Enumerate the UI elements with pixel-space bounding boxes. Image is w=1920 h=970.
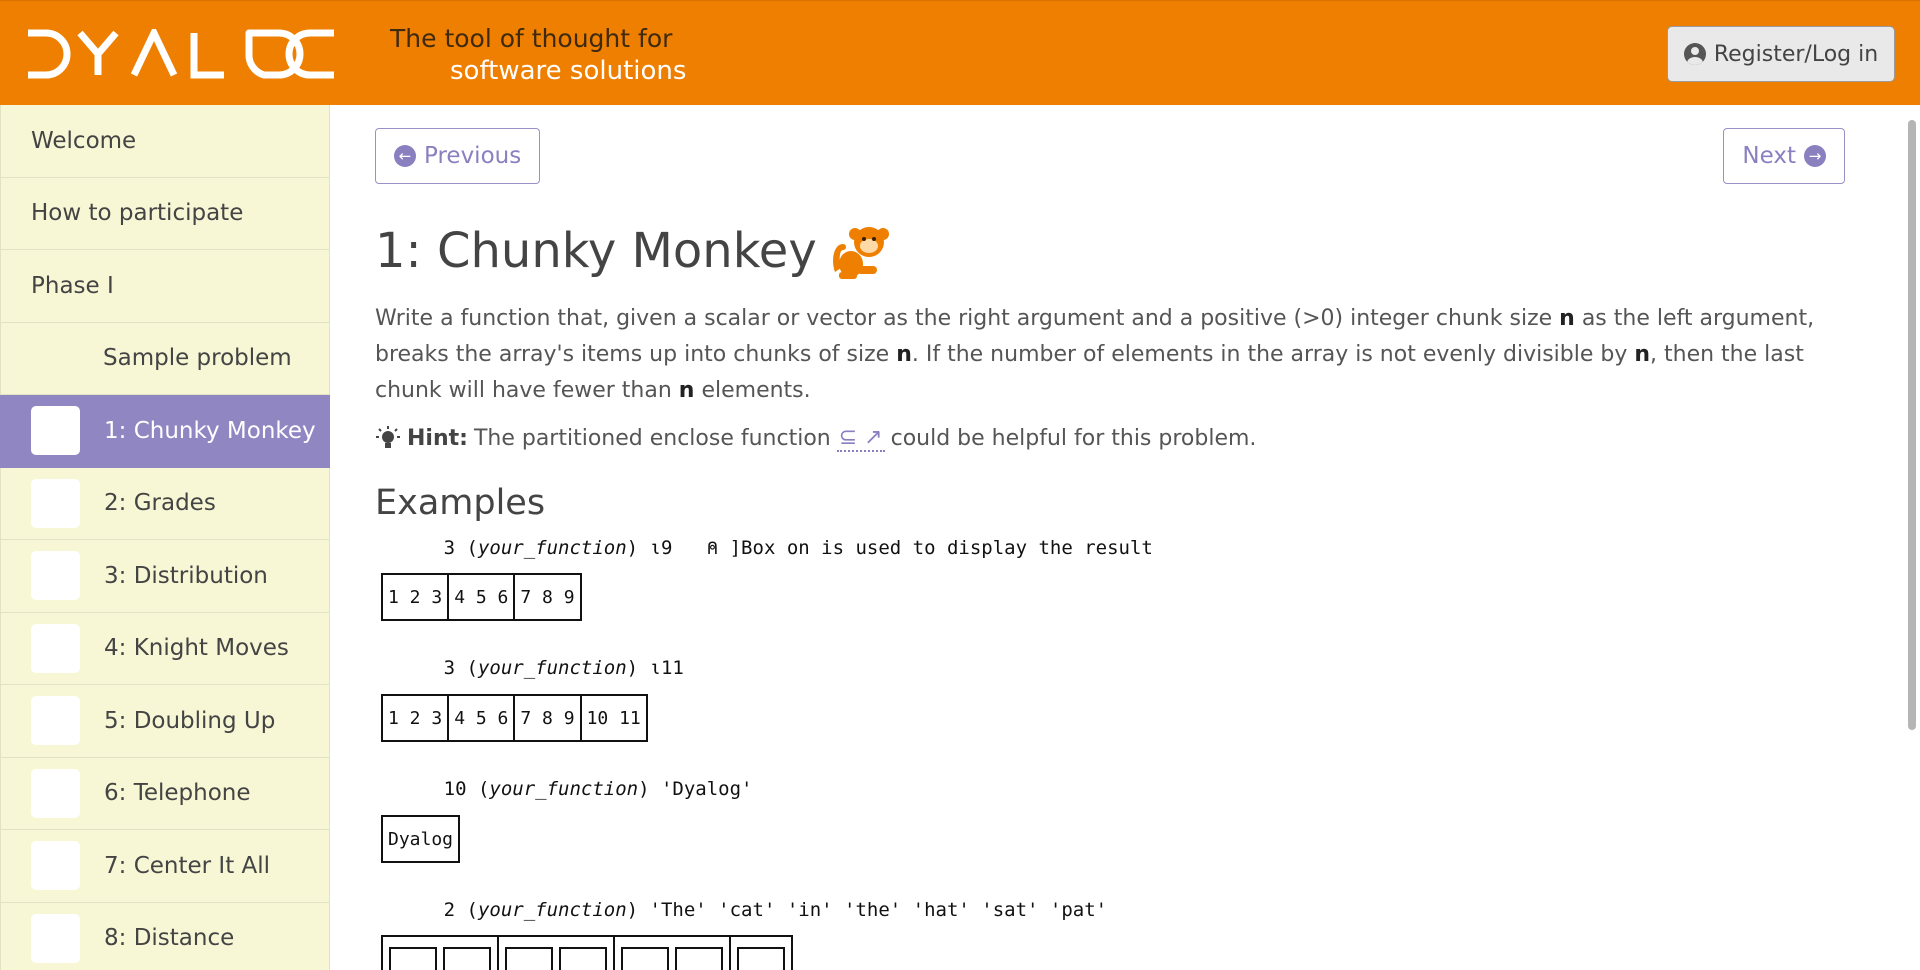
status-checkbox <box>31 914 80 963</box>
site-header <box>0 0 1920 105</box>
hint-label: Hint: <box>407 426 468 451</box>
code-part: 2 ( <box>375 899 478 921</box>
result-cell: 4 5 6 <box>449 696 515 740</box>
code-fn: your_function <box>477 657 627 679</box>
code-part: 3 ( <box>375 537 478 559</box>
example-1-result <box>381 573 582 621</box>
code-part: ) ⍳9 ⍝ ]Box on is used to display the result <box>626 537 1153 559</box>
nested-boxes <box>621 947 723 970</box>
sidebar-item-phase-1[interactable] <box>0 250 330 323</box>
external-link-icon: ↗ <box>864 425 883 450</box>
result-cell: 1 2 3 <box>383 696 449 740</box>
result-cell <box>731 937 791 970</box>
sidebar <box>0 105 330 970</box>
nested-box <box>621 947 669 970</box>
sidebar-item-label: 1: Chunky Monkey <box>104 417 316 444</box>
example-3-result <box>381 815 460 863</box>
sidebar-item-problem-3[interactable] <box>0 540 330 613</box>
tagline <box>390 23 686 87</box>
code-part: ) 'The' 'cat' 'in' 'the' 'hat' 'sat' 'pat' <box>626 899 1108 921</box>
sidebar-item-label: 6: Telephone <box>104 780 251 807</box>
result-cell <box>499 937 615 970</box>
status-checkbox <box>31 769 80 818</box>
result-cell: 10 11 <box>586 707 641 729</box>
result-cell: 1 2 3 <box>383 575 449 619</box>
sidebar-item-label: How to participate <box>31 200 244 227</box>
arrow-right-circle-icon: → <box>1804 145 1826 167</box>
next-label: Next <box>1742 143 1796 169</box>
example-4-code <box>375 899 1107 921</box>
nested-boxes <box>505 947 607 970</box>
page-scrollbar[interactable] <box>1908 120 1916 730</box>
glyph-text: ⊆ <box>838 425 858 450</box>
sidebar-item-sample-problem[interactable] <box>0 323 330 396</box>
user-circle-icon <box>1684 43 1706 65</box>
sidebar-item-label: Sample problem <box>103 345 292 372</box>
sidebar-item-label: Welcome <box>31 127 137 154</box>
status-checkbox <box>31 406 80 455</box>
sidebar-item-label: 4: Knight Moves <box>104 635 289 662</box>
sidebar-item-label: Phase I <box>31 272 114 299</box>
hint-text: The partitioned enclose function <box>473 426 831 451</box>
problem-title-text: 1: Chunky Monkey <box>375 223 817 279</box>
previous-label: Previous <box>424 143 522 169</box>
hint-text: could be helpful for this problem. <box>890 426 1257 451</box>
sidebar-item-problem-8[interactable] <box>0 903 330 970</box>
lightbulb-icon <box>375 426 401 452</box>
code-part: 3 ( <box>375 657 478 679</box>
tagline-line1: The tool of thought for <box>390 24 673 53</box>
var-n: n <box>896 342 912 367</box>
code-fn: your_function <box>477 537 627 559</box>
examples-heading: Examples <box>375 483 546 523</box>
desc-part: elements. <box>694 378 811 403</box>
sidebar-item-problem-5[interactable] <box>0 685 330 758</box>
nested-box <box>675 947 723 970</box>
code-part: ) 'Dyalog' <box>638 778 753 800</box>
status-checkbox <box>31 551 80 600</box>
status-checkbox <box>31 841 80 890</box>
sidebar-item-problem-6[interactable] <box>0 758 330 831</box>
result-cell: Dyalog <box>388 828 454 850</box>
register-login-button[interactable] <box>1667 26 1895 82</box>
sidebar-item-label: 8: Distance <box>104 925 235 952</box>
sidebar-item-label: 7: Center It All <box>104 852 271 879</box>
result-cell: 7 8 9 <box>515 696 581 740</box>
code-fn: your_function <box>477 899 627 921</box>
example-1-code <box>375 537 1153 559</box>
sidebar-item-label: 3: Distribution <box>104 562 268 589</box>
nested-box <box>443 947 491 970</box>
nested-box <box>559 947 607 970</box>
result-cell <box>383 937 499 970</box>
var-n: n <box>1559 306 1575 331</box>
desc-part: . If the number of elements in the array is not evenly divisible by <box>911 342 1635 367</box>
arrow-left-circle-icon: ← <box>394 145 416 167</box>
tagline-line2: software solutions <box>450 56 687 86</box>
result-cell: 4 5 6 <box>449 575 515 619</box>
desc-part: , then the last chunk will have fewer than <box>375 342 1804 403</box>
dyalog-logo[interactable] <box>24 29 340 79</box>
sidebar-item-label: 5: Doubling Up <box>104 707 276 734</box>
result-cell <box>615 937 731 970</box>
example-2-result <box>381 694 648 742</box>
nested-box <box>737 947 785 970</box>
nested-boxes <box>737 947 785 970</box>
status-checkbox <box>31 624 80 673</box>
sidebar-item-how-to-participate[interactable] <box>0 178 330 251</box>
sidebar-item-problem-4[interactable] <box>0 613 330 686</box>
previous-button[interactable] <box>375 128 540 184</box>
sidebar-item-label: 2: Grades <box>104 490 216 517</box>
register-login-label: Register/Log in <box>1713 41 1879 67</box>
var-n: n <box>678 378 695 403</box>
code-part: 10 ( <box>375 778 490 800</box>
main-content <box>375 105 1845 970</box>
sidebar-item-welcome[interactable] <box>0 105 330 178</box>
status-checkbox <box>31 479 80 528</box>
problem-title <box>375 222 889 280</box>
result-cell: 7 8 9 <box>520 586 575 608</box>
problem-description <box>375 301 1845 409</box>
example-3-code <box>375 778 753 800</box>
nested-box <box>389 947 437 970</box>
var-n: n <box>1634 342 1651 367</box>
sidebar-item-problem-1[interactable] <box>0 395 330 468</box>
monkey-icon <box>829 222 889 280</box>
next-button[interactable] <box>1723 128 1845 184</box>
example-2-code <box>375 657 684 679</box>
nested-boxes <box>389 947 491 970</box>
status-checkbox <box>31 696 80 745</box>
partitioned-enclose-link[interactable] <box>837 425 885 452</box>
code-fn: your_function <box>489 778 639 800</box>
hint <box>375 425 1256 452</box>
sidebar-item-problem-2[interactable] <box>0 468 330 541</box>
nested-box <box>505 947 553 970</box>
code-part: ) ⍳11 <box>626 657 684 679</box>
sidebar-item-problem-7[interactable] <box>0 830 330 903</box>
desc-part: Write a function that, given a scalar or vector as the right argument and a positive (>0) integer chunk size <box>375 306 1560 331</box>
example-4-result <box>381 935 793 970</box>
desc-part: as the left argument, breaks the array's items up into chunks of size <box>375 306 1815 367</box>
